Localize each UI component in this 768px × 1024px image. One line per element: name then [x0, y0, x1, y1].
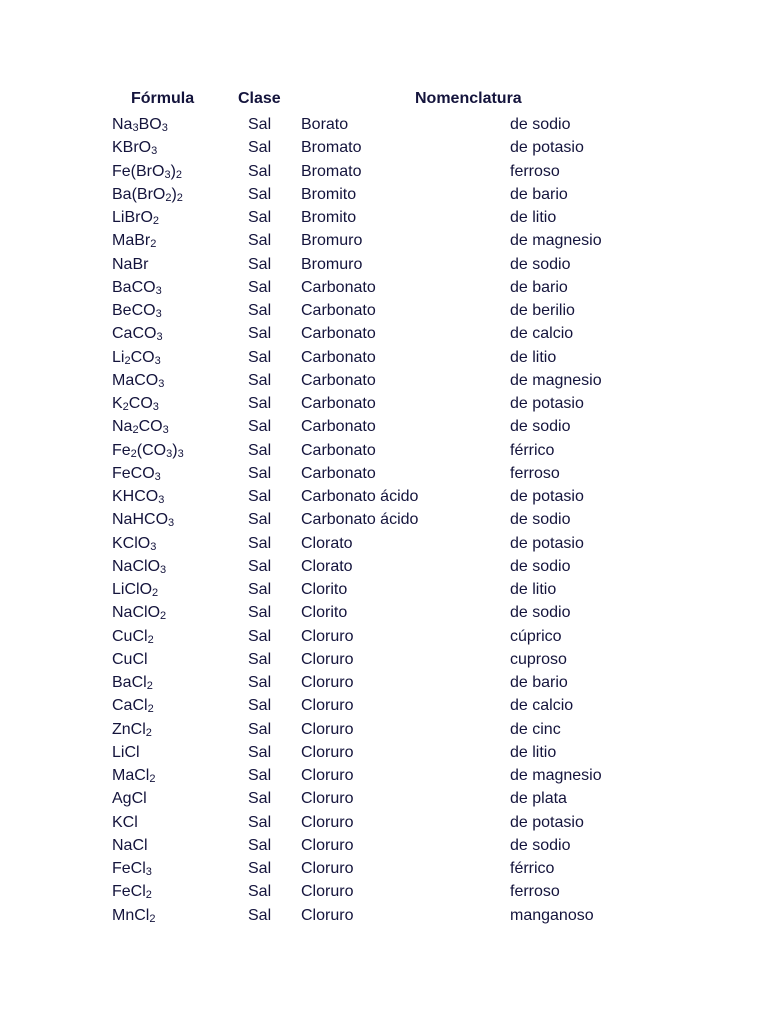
clase-cell: Sal: [248, 604, 272, 622]
nombre-cell: Cloruro: [301, 697, 354, 715]
table-row: [0, 719, 768, 742]
formula-subscript: 3: [154, 354, 161, 367]
formula-cell: [112, 138, 157, 158]
formula-text: FeCl: [112, 883, 146, 901]
formula-cell: [112, 650, 148, 670]
formula-cell: [112, 534, 156, 554]
detalle-cell: de magnesio: [510, 232, 602, 250]
nombre-cell: Cloruro: [301, 790, 354, 808]
table-row: [0, 114, 768, 137]
clase-cell: Sal: [248, 534, 272, 552]
formula-cell: [112, 115, 168, 135]
nombre-cell: Cloruro: [301, 720, 354, 738]
formula-subscript: 3: [160, 563, 167, 576]
table-row: [0, 579, 768, 602]
formula-cell: [112, 673, 153, 693]
formula-subscript: 2: [145, 889, 152, 902]
formula-text: K: [112, 395, 123, 412]
formula-cell: [112, 859, 152, 879]
formula-subscript: 3: [152, 401, 159, 413]
table-row: [0, 788, 768, 811]
table-row: [0, 905, 768, 928]
formula-cell: [112, 627, 154, 647]
formula-text: KHCO: [112, 488, 159, 505]
formula-text: MaCl: [112, 767, 150, 784]
formula-subscript: 3: [177, 447, 184, 460]
formula-subscript: 2: [165, 191, 172, 204]
formula-cell: [112, 696, 154, 716]
clase-cell: Sal: [248, 185, 272, 203]
formula-text: Na: [112, 418, 133, 436]
table-row: [0, 812, 768, 835]
formula-cell: [112, 371, 164, 391]
formula-text: Fe(BrO: [112, 162, 165, 180]
table-row: [0, 300, 768, 323]
formula-cell: [112, 348, 161, 368]
clase-cell: Sal: [248, 325, 272, 343]
clase-cell: Sal: [248, 441, 272, 459]
table-row: [0, 254, 768, 277]
formula-subscript: 2: [124, 354, 131, 367]
formula-cell: [112, 231, 156, 251]
formula-cell: [112, 603, 166, 623]
formula-subscript: 3: [168, 517, 175, 530]
clase-cell: Sal: [248, 162, 272, 180]
formula-cell: [112, 255, 148, 275]
formula-subscript: 3: [164, 168, 171, 181]
formula-text: CuCl: [112, 650, 148, 668]
formula-text: AgCl: [112, 790, 147, 808]
formula-text: Fe: [112, 441, 131, 459]
clase-cell: Sal: [248, 813, 272, 831]
nombre-cell: Clorato: [301, 557, 353, 575]
detalle-cell: férrico: [510, 860, 555, 877]
nombre-cell: Cloruro: [301, 906, 354, 924]
formula-subscript: 3: [145, 866, 152, 878]
formula-cell: [112, 789, 147, 809]
formula-subscript: 3: [162, 424, 169, 437]
formula-cell: [112, 464, 161, 484]
formula-text: CO: [128, 395, 153, 412]
formula-text: LiCl: [112, 743, 140, 761]
nombre-cell: Bromato: [301, 162, 362, 180]
clase-cell: Sal: [248, 581, 272, 598]
detalle-cell: de cinc: [510, 720, 561, 738]
clase-cell: Sal: [248, 371, 272, 389]
nombre-cell: Carbonato: [301, 371, 376, 389]
formula-subscript: 2: [152, 587, 159, 599]
formula-subscript: 3: [150, 540, 157, 553]
table-row: [0, 881, 768, 904]
detalle-cell: de sodio: [510, 836, 571, 854]
nombre-cell: Bromato: [301, 139, 362, 157]
detalle-cell: de calcio: [510, 325, 574, 343]
clase-cell: Sal: [248, 557, 272, 575]
formula-text: ZnCl: [112, 720, 146, 738]
formula-text: NaClO: [112, 557, 161, 575]
formula-text: Li: [112, 348, 125, 366]
detalle-cell: de sodio: [510, 511, 571, 529]
clase-cell: Sal: [248, 860, 272, 877]
formula-cell: [112, 766, 155, 786]
clase-cell: Sal: [248, 627, 272, 645]
table-row: [0, 137, 768, 160]
table-row: [0, 486, 768, 509]
table-row: [0, 184, 768, 207]
detalle-cell: de litio: [510, 348, 557, 366]
table-row: [0, 672, 768, 695]
nombre-cell: Carbonato: [301, 441, 376, 459]
nombre-cell: Clorato: [301, 534, 353, 552]
detalle-cell: de magnesio: [510, 767, 602, 784]
table-header: [0, 90, 768, 110]
detalle-cell: de bario: [510, 278, 568, 296]
detalle-cell: cuproso: [510, 650, 567, 668]
formula-cell: [112, 882, 152, 902]
formula-text: ): [172, 441, 178, 459]
formula-text: KBrO: [112, 139, 152, 157]
formula-text: MaCO: [112, 371, 159, 389]
formula-cell: [112, 394, 159, 414]
formula-subscript: 2: [147, 703, 154, 716]
nombre-cell: Clorito: [301, 581, 348, 598]
detalle-cell: de potasio: [510, 488, 584, 505]
detalle-cell: ferroso: [510, 883, 560, 901]
nombre-cell: Carbonato: [301, 418, 376, 436]
formula-cell: [112, 162, 182, 182]
formula-subscript: 3: [155, 308, 162, 320]
detalle-cell: de calcio: [510, 697, 574, 715]
detalle-cell: de litio: [510, 209, 557, 226]
formula-text: FeCO: [112, 464, 155, 482]
formula-cell: [112, 487, 164, 507]
table-row: [0, 207, 768, 230]
clase-cell: Sal: [248, 255, 272, 273]
table-row: [0, 858, 768, 881]
formula-text: NaBr: [112, 255, 149, 273]
table-row: [0, 533, 768, 556]
formula-text: NaClO: [112, 604, 161, 622]
clase-cell: Sal: [248, 209, 272, 226]
table-row: [0, 416, 768, 439]
table-row: [0, 835, 768, 858]
detalle-cell: de litio: [510, 743, 557, 761]
formula-text: BaCl: [112, 674, 147, 691]
nombre-cell: Cloruro: [301, 650, 354, 668]
nombre-cell: Cloruro: [301, 674, 354, 691]
nombre-cell: Carbonato: [301, 348, 376, 366]
nombre-cell: Bromito: [301, 209, 357, 226]
formula-text: Ba(BrO: [112, 185, 166, 203]
table-row: [0, 649, 768, 672]
detalle-cell: de sodio: [510, 116, 571, 133]
clase-cell: Sal: [248, 395, 272, 412]
clase-cell: Sal: [248, 232, 272, 250]
formula-subscript: 3: [132, 122, 139, 134]
detalle-cell: de litio: [510, 581, 557, 598]
detalle-cell: de plata: [510, 790, 567, 808]
nombre-cell: Bromito: [301, 185, 357, 203]
nombre-cell: Carbonato: [301, 278, 376, 296]
formula-subscript: 2: [175, 168, 183, 181]
detalle-cell: ferroso: [510, 162, 560, 180]
clase-cell: Sal: [248, 697, 272, 715]
formula-text: FeCl: [112, 860, 146, 877]
nombre-cell: Carbonato: [301, 302, 376, 319]
formula-cell: [112, 278, 162, 298]
detalle-cell: de berilio: [510, 302, 575, 319]
formula-cell: [112, 510, 174, 530]
header-nomenclatura: Nomenclatura: [415, 90, 522, 107]
formula-subscript: 3: [161, 122, 168, 134]
formula-text: MaBr: [112, 232, 151, 250]
formula-text: LiClO: [112, 581, 153, 598]
table-row: [0, 695, 768, 718]
formula-text: CO: [130, 348, 155, 366]
clase-cell: Sal: [248, 767, 272, 784]
clase-cell: Sal: [248, 743, 272, 761]
clase-cell: Sal: [248, 720, 272, 738]
formula-text: NaCl: [112, 836, 148, 854]
formula-subscript: 3: [154, 470, 161, 483]
clase-cell: Sal: [248, 650, 272, 668]
formula-text: ): [171, 185, 177, 203]
formula-subscript: 2: [149, 773, 156, 785]
clase-cell: Sal: [248, 883, 272, 901]
formula-text: CO: [138, 418, 163, 436]
formula-cell: [112, 324, 163, 344]
formula-text: BO: [138, 116, 162, 133]
detalle-cell: de potasio: [510, 813, 584, 831]
formula-cell: [112, 185, 183, 205]
detalle-cell: de magnesio: [510, 371, 602, 389]
table-row: [0, 463, 768, 486]
nombre-cell: Carbonato: [301, 325, 376, 343]
table-row: [0, 230, 768, 253]
formula-text: MnCl: [112, 906, 150, 924]
detalle-cell: de potasio: [510, 139, 584, 157]
formula-text: KCl: [112, 813, 138, 831]
nombre-cell: Carbonato ácido: [301, 511, 419, 529]
detalle-cell: de potasio: [510, 395, 584, 412]
formula-subscript: 2: [160, 610, 167, 623]
formula-text: BeCO: [112, 302, 156, 319]
clase-cell: Sal: [248, 836, 272, 854]
clase-cell: Sal: [248, 674, 272, 691]
detalle-cell: de bario: [510, 185, 568, 203]
table-row: [0, 370, 768, 393]
formula-text: CuCl: [112, 627, 148, 645]
formula-text: BaCO: [112, 278, 156, 296]
clase-cell: Sal: [248, 139, 272, 157]
formula-subscript: 3: [151, 145, 158, 158]
formula-cell: [112, 301, 162, 321]
detalle-cell: manganoso: [510, 906, 594, 924]
detalle-cell: de sodio: [510, 557, 571, 575]
clase-cell: Sal: [248, 488, 272, 505]
formula-text: NaHCO: [112, 511, 169, 529]
clase-cell: Sal: [248, 348, 272, 366]
formula-subscript: 3: [156, 331, 163, 344]
nombre-cell: Cloruro: [301, 860, 354, 877]
header-clase: Clase: [238, 90, 281, 107]
detalle-cell: ferroso: [510, 464, 560, 482]
formula-cell: [112, 441, 184, 461]
formula-text: KClO: [112, 534, 151, 552]
formula-subscript: 2: [146, 680, 153, 692]
formula-subscript: 2: [147, 633, 154, 646]
nombre-cell: Cloruro: [301, 883, 354, 901]
clase-cell: Sal: [248, 418, 272, 436]
table-row: [0, 161, 768, 184]
formula-cell: [112, 743, 140, 763]
formula-text: CaCO: [112, 325, 157, 343]
formula-subscript: 3: [158, 494, 165, 506]
nombre-cell: Cloruro: [301, 627, 354, 645]
formula-subscript: 3: [155, 284, 162, 297]
formula-subscript: 2: [150, 238, 157, 251]
table-row: [0, 509, 768, 532]
table-row: [0, 556, 768, 579]
formula-cell: [112, 557, 166, 577]
nombre-cell: Cloruro: [301, 767, 354, 784]
formula-subscript: 3: [158, 377, 165, 390]
formula-subscript: 2: [122, 401, 129, 413]
nombre-cell: Bromuro: [301, 232, 363, 250]
detalle-cell: cúprico: [510, 627, 562, 645]
detalle-cell: de sodio: [510, 418, 571, 436]
clase-cell: Sal: [248, 278, 272, 296]
nombre-cell: Carbonato: [301, 395, 376, 412]
table-row: [0, 765, 768, 788]
detalle-cell: de potasio: [510, 534, 584, 552]
detalle-cell: de bario: [510, 674, 568, 691]
table-row: [0, 347, 768, 370]
formula-subscript: 2: [132, 424, 139, 437]
formula-text: LiBrO: [112, 209, 153, 226]
formula-cell: [112, 906, 155, 926]
nombre-cell: Borato: [301, 116, 349, 133]
formula-cell: [112, 813, 138, 833]
detalle-cell: de sodio: [510, 255, 571, 273]
formula-cell: [112, 836, 148, 856]
formula-text: (CO: [136, 441, 167, 459]
header-formula: Fórmula: [131, 90, 195, 107]
nombre-cell: Cloruro: [301, 813, 354, 831]
formula-cell: [112, 208, 159, 228]
nombre-cell: Clorito: [301, 604, 348, 622]
formula-subscript: 3: [166, 447, 173, 460]
formula-subscript: 2: [152, 215, 160, 227]
formula-cell: [112, 720, 152, 740]
clase-cell: Sal: [248, 511, 272, 529]
nombre-cell: Carbonato: [301, 464, 376, 482]
salts-table-body: [0, 114, 768, 928]
detalle-cell: férrico: [510, 441, 555, 459]
nombre-cell: Carbonato ácido: [301, 488, 419, 505]
nombre-cell: Cloruro: [301, 836, 354, 854]
formula-cell: [112, 580, 158, 600]
formula-text: CaCl: [112, 697, 148, 715]
clase-cell: Sal: [248, 302, 272, 319]
table-row: [0, 440, 768, 463]
formula-text: Na: [112, 116, 133, 133]
nombre-cell: Bromuro: [301, 255, 363, 273]
table-row: [0, 626, 768, 649]
clase-cell: Sal: [248, 116, 272, 133]
table-row: [0, 277, 768, 300]
formula-cell: [112, 417, 169, 437]
formula-text: ): [170, 162, 176, 180]
table-row: [0, 323, 768, 346]
formula-subscript: 2: [176, 191, 183, 204]
formula-subscript: 2: [145, 726, 152, 739]
table-row: [0, 602, 768, 625]
formula-subscript: 2: [149, 912, 156, 925]
clase-cell: Sal: [248, 906, 272, 924]
detalle-cell: de sodio: [510, 604, 571, 622]
table-row: [0, 742, 768, 765]
formula-subscript: 2: [130, 447, 137, 460]
clase-cell: Sal: [248, 790, 272, 808]
table-row: [0, 393, 768, 416]
clase-cell: Sal: [248, 464, 272, 482]
nombre-cell: Cloruro: [301, 743, 354, 761]
